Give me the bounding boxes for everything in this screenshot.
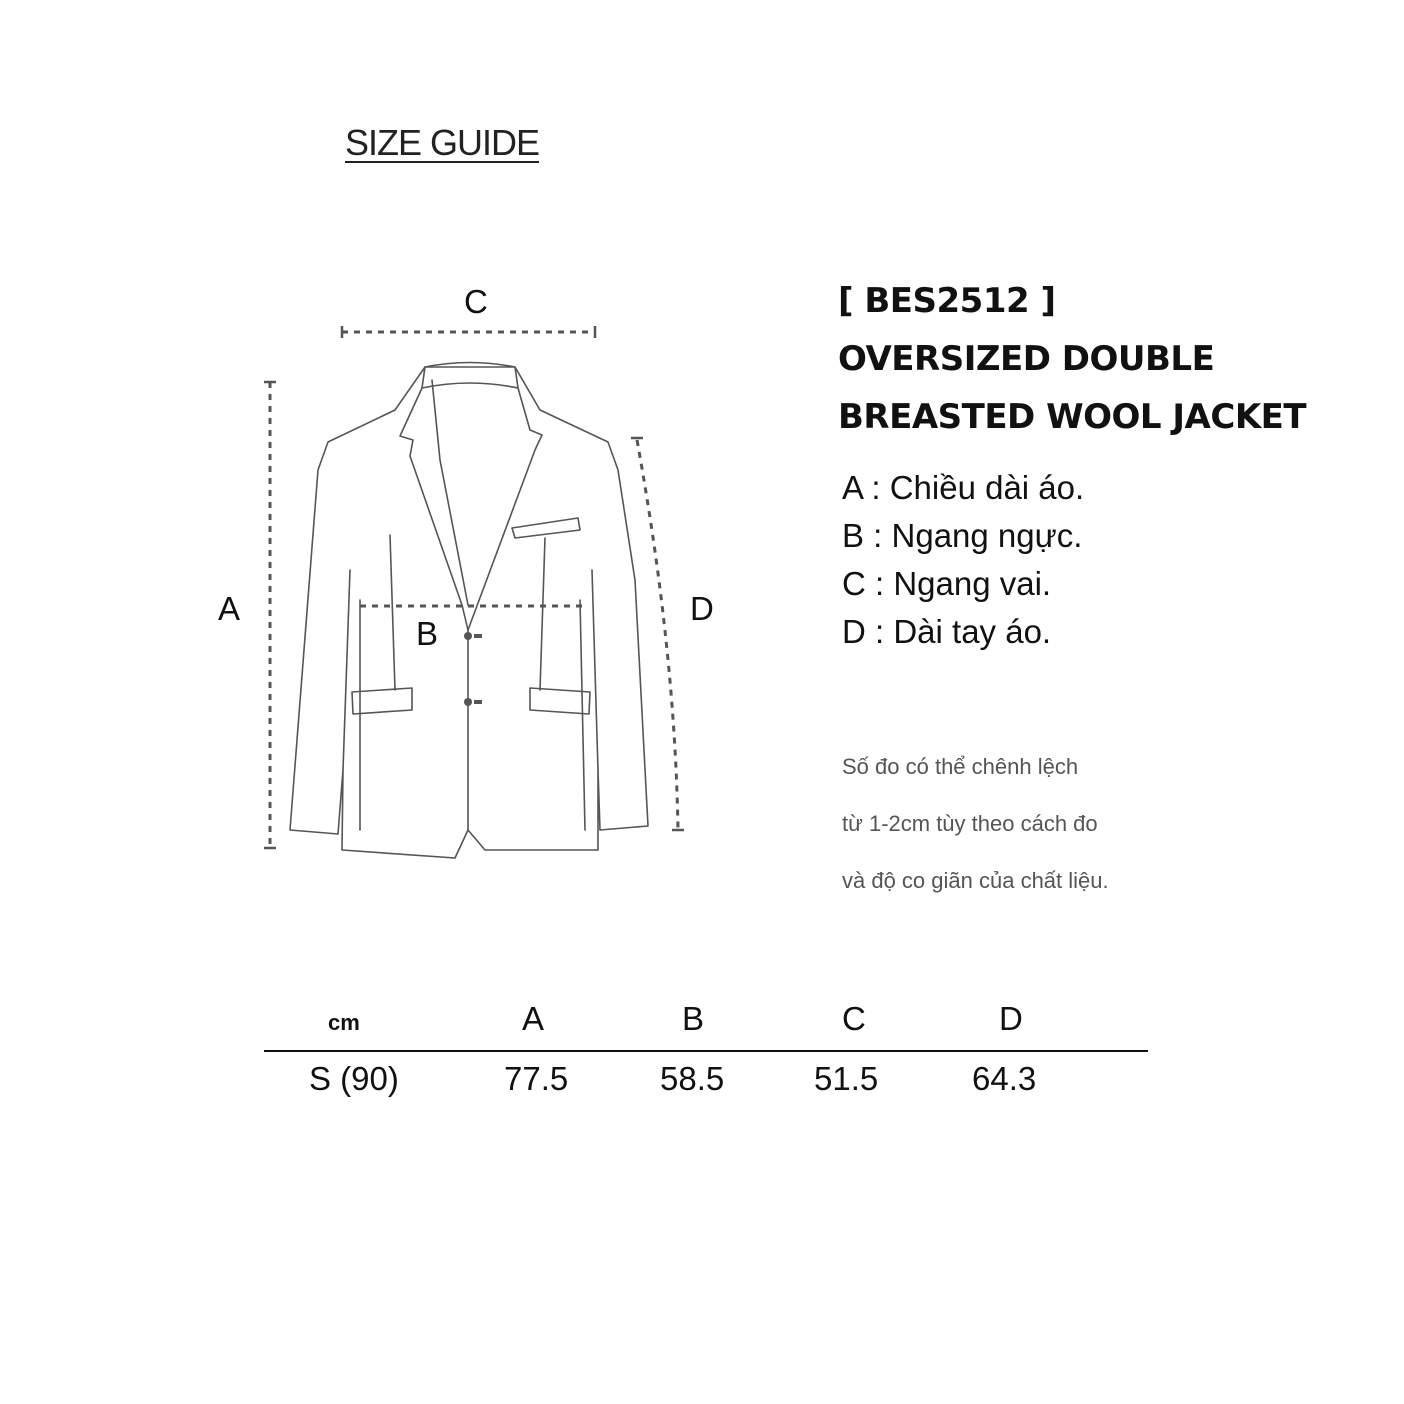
table-header-c: C [842, 1000, 866, 1037]
note-line: từ 1-2cm tùy theo cách đo [842, 811, 1098, 836]
button-upper [464, 632, 472, 640]
product-title-line-1: OVERSIZED DOUBLE [838, 339, 1215, 379]
jacket-left-lapel [400, 388, 468, 630]
left-flap-pocket [352, 688, 412, 714]
legend-item: B : Ngang ngực. [842, 517, 1083, 554]
note-line: Số đo có thể chênh lệch [842, 754, 1079, 779]
product-title-line-2: BREASTED WOOL JACKET [838, 397, 1307, 437]
label-d: D [690, 590, 714, 627]
table-unit: cm [328, 1010, 360, 1035]
legend-item: A : Chiều dài áo. [842, 469, 1085, 506]
legend-item: D : Dài tay áo. [842, 613, 1052, 650]
jacket-right-lapel [468, 388, 542, 630]
table-row-size: S (90) [309, 1060, 399, 1097]
table-header-d: D [999, 1000, 1023, 1037]
table-header-b: B [682, 1000, 705, 1037]
right-flap-pocket [530, 688, 590, 714]
product-code: [ BES2512 ] [838, 281, 1056, 321]
product-name [838, 272, 1306, 446]
table-cell-d: 64.3 [972, 1060, 1037, 1097]
measurement-note [842, 738, 1109, 909]
table-cell-b: 58.5 [660, 1060, 725, 1097]
label-a: A [218, 590, 241, 627]
page-title: SIZE GUIDE [345, 122, 540, 163]
table-header-a: A [522, 1000, 545, 1037]
measurement-legend [842, 464, 1084, 656]
note-line: và độ co giãn của chất liệu. [842, 868, 1109, 893]
table-divider [264, 1050, 1148, 1052]
jacket-body-outline [290, 367, 648, 858]
breast-pocket [512, 518, 580, 538]
legend-item: C : Ngang vai. [842, 565, 1052, 602]
table-cell-a: 77.5 [504, 1060, 569, 1097]
jacket-diagram [200, 270, 740, 890]
table-cell-c: 51.5 [814, 1060, 879, 1097]
label-c: C [464, 283, 488, 320]
button-lower [464, 698, 472, 706]
measure-d-line [637, 440, 678, 830]
label-b: B [416, 615, 439, 652]
